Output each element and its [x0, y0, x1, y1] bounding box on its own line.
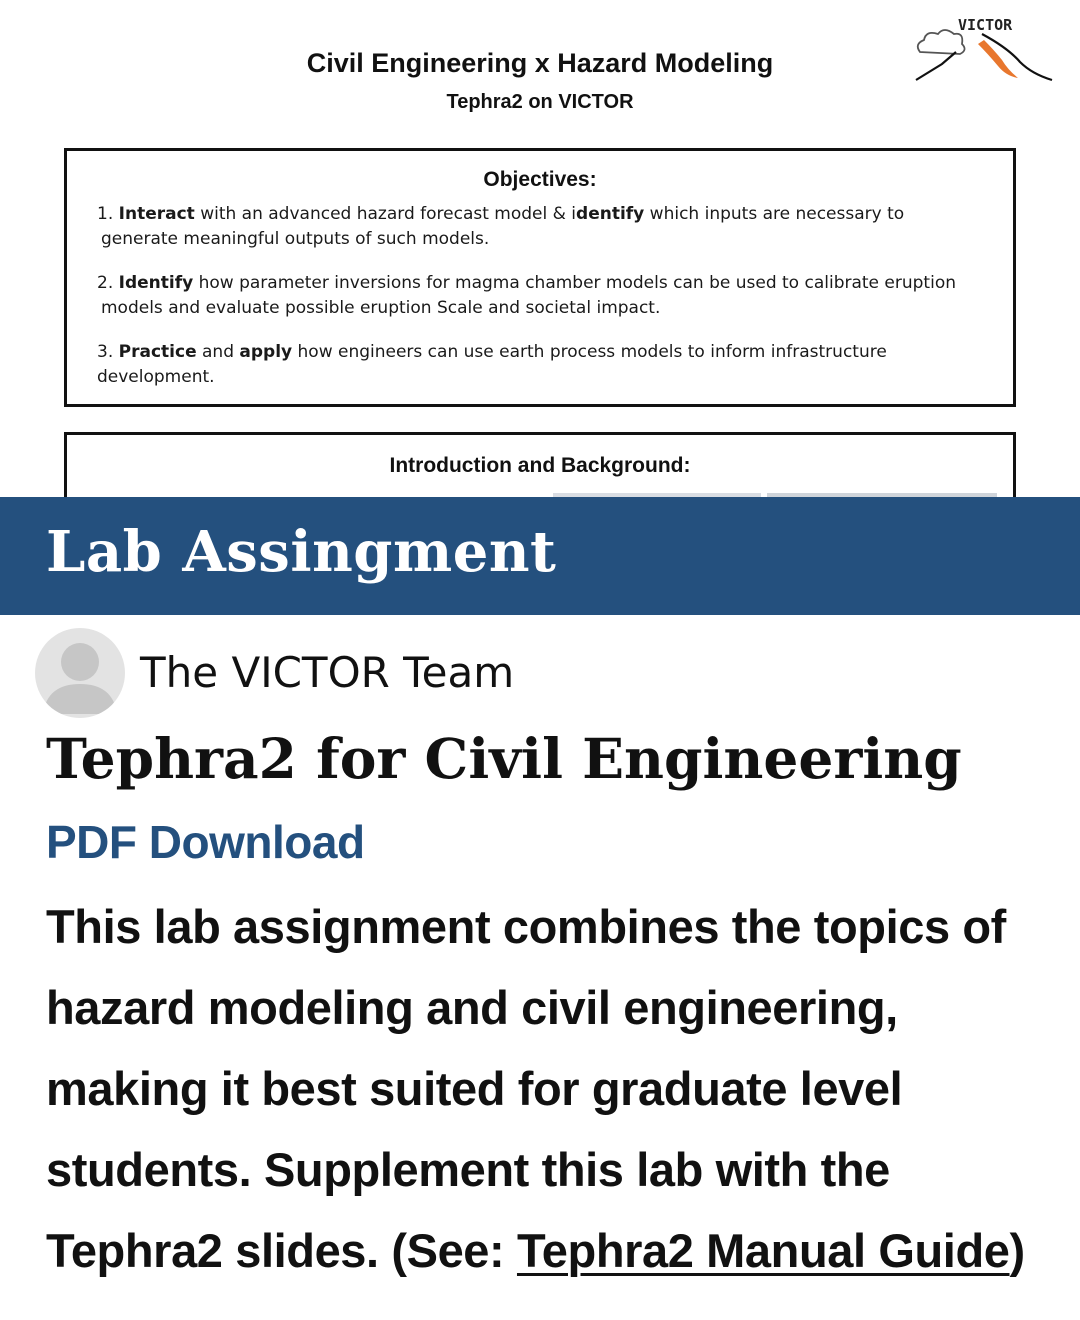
logo-text: VICTOR: [958, 16, 1013, 34]
user-icon: [35, 628, 125, 718]
objective-item: 2. Identify how parameter inversions for magma chamber models can be used to calibrate eruption models and evaluate possible eruption Scale and societal impact.: [97, 273, 956, 318]
description-end: ): [1009, 1224, 1025, 1277]
avatar[interactable]: [35, 628, 125, 718]
doc-title: Civil Engineering x Hazard Modeling: [306, 48, 774, 78]
introduction-box: [64, 432, 1016, 498]
introduction-heading: Introduction and Background:: [389, 454, 691, 477]
banner-title: Lab Assingment: [46, 519, 557, 585]
objectives-list: [67, 202, 1013, 390]
manual-guide-link[interactable]: Tephra2 Manual Guide: [516, 1224, 1010, 1277]
objectives-box: [64, 148, 1016, 407]
description: [46, 886, 1036, 1291]
objective-item: 3. Practice and apply how engineers can use earth process models to inform infrastructure development.: [97, 342, 887, 387]
objective-item: 1. Interact with an advanced hazard forecast model & identify which inputs are necessary to generate meaningful outputs of such models.: [97, 204, 905, 249]
pdf-download-link[interactable]: PDF Download: [46, 816, 365, 868]
banner: [0, 497, 1080, 615]
description-text: This lab assignment combines the topics of hazard modeling and civil engineering, making it best suited for graduate level students. Supplement this lab with the Tephra2 slides. (See:: [46, 900, 1006, 1277]
author-name[interactable]: The VICTOR Team: [140, 648, 515, 697]
page-title: Tephra2 for Civil Engineering: [46, 726, 962, 791]
document-preview: [0, 0, 1080, 498]
doc-subtitle: Tephra2 on VICTOR: [446, 91, 634, 113]
objectives-heading: Objectives:: [483, 168, 597, 191]
